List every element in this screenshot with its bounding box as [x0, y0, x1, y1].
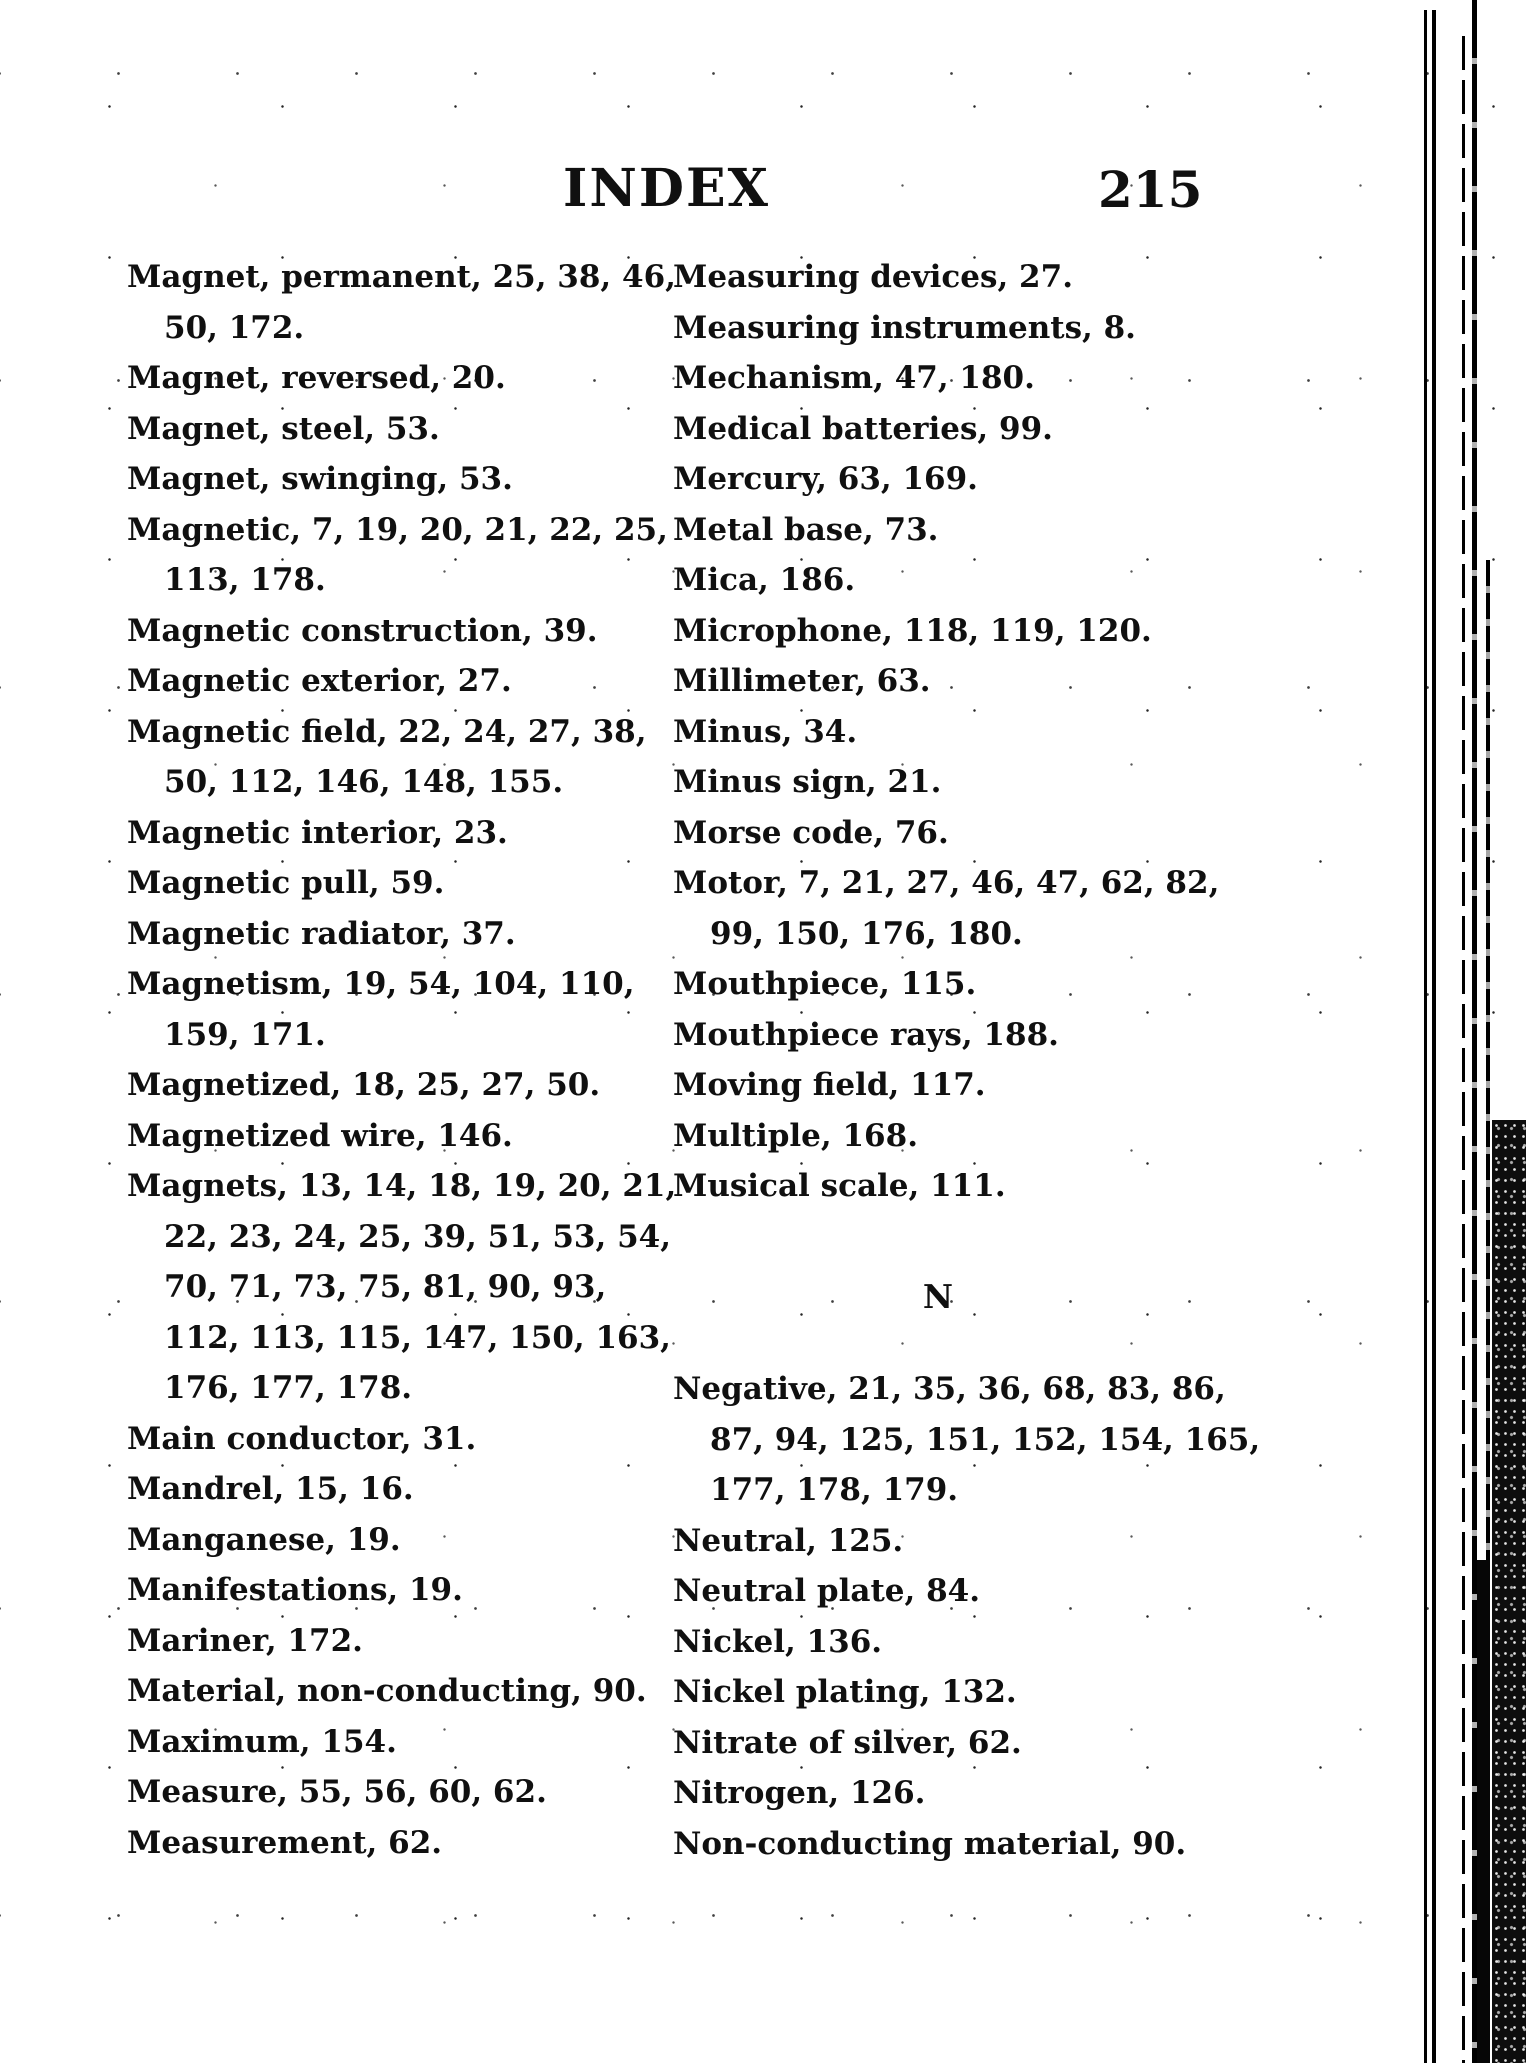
- index-entry-line: Manganese, 19.: [127, 1521, 401, 1558]
- index-entry-line: Magnet, permanent, 25, 38, 46,: [127, 259, 676, 295]
- index-entry-line: 159, 171.: [164, 1016, 326, 1053]
- index-entry-line: Nitrogen, 126.: [673, 1775, 926, 1811]
- index-entry-line: Measuring instruments, 8.: [673, 309, 1136, 346]
- index-entry-line: Motor, 7, 21, 27, 46, 47, 62, 82,: [673, 865, 1220, 901]
- index-column-right: [673, 252, 1261, 1869]
- index-entry-line: Minus sign, 21.: [673, 764, 942, 800]
- index-entry-line: Measuring devices, 27.: [673, 259, 1073, 295]
- index-entry-line: Musical scale, 111.: [673, 1168, 1006, 1204]
- index-entry-line: Multiple, 168.: [673, 1117, 918, 1154]
- binding-line: [1462, 36, 1465, 2063]
- index-entry-line: 22, 23, 24, 25, 39, 51, 53, 54,: [164, 1218, 672, 1255]
- index-entries-m-right: [673, 252, 1220, 1212]
- binding-line: [1424, 10, 1427, 2063]
- index-entry-line: Magnets, 13, 14, 18, 19, 20, 21,: [127, 1168, 677, 1204]
- index-entry-line: Medical batteries, 99.: [673, 410, 1053, 447]
- index-entry-line: Mouthpiece, 115.: [673, 966, 977, 1002]
- binding-shadow-band: [1492, 1120, 1526, 2063]
- index-entry-line: Magnetic field, 22, 24, 27, 38,: [127, 713, 647, 750]
- index-entries-n: [673, 1364, 1261, 1869]
- index-entry-line: Magnetism, 19, 54, 104, 110,: [127, 966, 635, 1002]
- index-column-left: [127, 252, 677, 1868]
- page-title: INDEX: [563, 158, 770, 219]
- index-entry-line: Neutral plate, 84.: [673, 1573, 981, 1609]
- index-entry-line: Non-conducting material, 90.: [673, 1825, 1187, 1862]
- index-entry-line: Manifestations, 19.: [127, 1572, 463, 1608]
- index-entry-line: Neutral, 125.: [673, 1522, 904, 1559]
- index-entry-line: Nickel plating, 132.: [673, 1674, 1017, 1710]
- index-entry-line: Magnetized, 18, 25, 27, 50.: [127, 1067, 601, 1103]
- index-entry-line: 99, 150, 176, 180.: [710, 915, 1023, 952]
- index-entry-line: Measurement, 62.: [127, 1824, 443, 1861]
- index-entry-line: Metal base, 73.: [673, 511, 939, 548]
- index-entry-line: Measure, 55, 56, 60, 62.: [127, 1774, 547, 1810]
- index-entry-line: Millimeter, 63.: [673, 663, 931, 699]
- index-entry-line: Moving field, 117.: [673, 1067, 986, 1103]
- index-entry-line: Maximum, 154.: [127, 1723, 397, 1760]
- index-entries-m-left: [127, 252, 677, 1868]
- index-entry-line: Magnetic construction, 39.: [127, 612, 598, 649]
- index-entry-line: Magnetic exterior, 27.: [127, 663, 512, 699]
- index-entry-line: Negative, 21, 35, 36, 68, 83, 86,: [673, 1371, 1226, 1407]
- index-entry-line: Magnetic interior, 23.: [127, 814, 508, 851]
- index-entry-line: Magnet, steel, 53.: [127, 410, 440, 447]
- index-entry-line: Nitrate of silver, 62.: [673, 1724, 1022, 1761]
- index-entry-line: Main conductor, 31.: [127, 1420, 477, 1457]
- index-entry-line: 50, 112, 146, 148, 155.: [164, 764, 564, 800]
- index-entry-line: Microphone, 118, 119, 120.: [673, 612, 1152, 649]
- section-header-n: N: [922, 1276, 954, 1316]
- index-entry-line: Magnetized wire, 146.: [127, 1117, 513, 1154]
- index-entry-line: Mouthpiece rays, 188.: [673, 1016, 1059, 1053]
- index-entry-line: Magnetic radiator, 37.: [127, 915, 516, 952]
- index-entry-line: 87, 94, 125, 151, 152, 154, 165,: [710, 1421, 1261, 1458]
- index-entry-line: Minus, 34.: [673, 713, 858, 750]
- page-number: 215: [1098, 160, 1203, 219]
- index-entry-line: Mariner, 172.: [127, 1622, 363, 1659]
- index-entry-line: Morse code, 76.: [673, 814, 949, 851]
- index-entry-line: 50, 172.: [164, 309, 305, 346]
- index-entry-line: Magnet, reversed, 20.: [127, 360, 506, 396]
- index-entry-line: Nickel, 136.: [673, 1623, 883, 1660]
- index-entry-line: Mica, 186.: [673, 562, 856, 598]
- index-entry-line: Mercury, 63, 169.: [673, 461, 978, 497]
- binding-shadow-band: [1477, 1560, 1490, 2063]
- index-entry-line: Mechanism, 47, 180.: [673, 360, 1035, 396]
- index-entry-line: Magnetic, 7, 19, 20, 21, 22, 25,: [127, 511, 668, 548]
- index-entry-line: Magnet, swinging, 53.: [127, 461, 513, 497]
- index-entry-line: 177, 178, 179.: [710, 1472, 959, 1508]
- binding-line: [1432, 10, 1436, 2063]
- index-entry-line: 112, 113, 115, 147, 150, 163,: [164, 1319, 671, 1356]
- index-entry-line: 70, 71, 73, 75, 81, 90, 93,: [164, 1269, 607, 1305]
- index-entry-line: Magnetic pull, 59.: [127, 865, 445, 901]
- index-entry-line: Material, non-conducting, 90.: [127, 1673, 647, 1709]
- index-entry-line: Mandrel, 15, 16.: [127, 1471, 414, 1507]
- index-entry-line: 113, 178.: [164, 562, 326, 598]
- index-entry-line: 176, 177, 178.: [164, 1370, 413, 1406]
